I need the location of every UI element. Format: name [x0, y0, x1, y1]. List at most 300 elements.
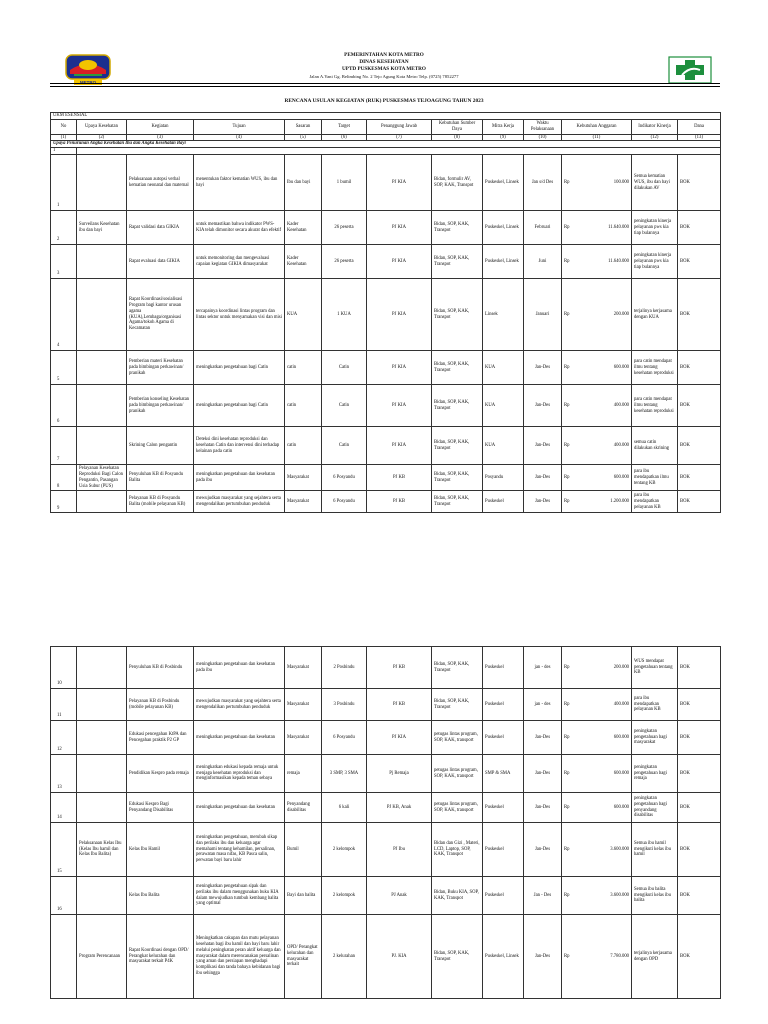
mitra-cell: Puskeskel, Linsek: [483, 155, 524, 211]
waktu-cell: Jan-Des: [524, 465, 562, 491]
target-cell: Catin: [322, 351, 367, 385]
tujuan-cell: tercapainya koordinasi lintas program dan lintas sektor untuk menyamakan visi dan misi: [194, 279, 285, 351]
pj-cell: PJ KIA: [367, 721, 432, 755]
row-number: 7: [51, 427, 77, 465]
kegiatan-cell: Penyuluhan KB di Posbindu: [127, 647, 194, 689]
column-header: No: [51, 120, 77, 135]
target-cell: 6 Posyandu: [322, 721, 367, 755]
kegiatan-cell: Pelayanan KB di Posyandu Balita (mobile pelayanan KB): [127, 491, 194, 513]
anggaran-cell: [562, 211, 632, 245]
dana-cell: BOK: [678, 689, 721, 721]
column-number: (6): [322, 134, 367, 141]
waktu-cell: jan - des: [524, 647, 562, 689]
waktu-cell: Jan-Des: [524, 755, 562, 793]
sumber-daya-cell: petugas lintas program, SOP, KAK, transport: [432, 721, 483, 755]
waktu-cell: Jan-Des: [524, 823, 562, 877]
column-number: (9): [483, 134, 524, 141]
target-cell: 2 kelompok: [322, 823, 367, 877]
column-number: (12): [632, 134, 678, 141]
waktu-cell: Jan-Des: [524, 915, 562, 999]
indikator-cell: WUS mendapat pengetahuan tentang KB: [632, 647, 678, 689]
pj-cell: PJ KB: [367, 689, 432, 721]
upaya-cell: [77, 155, 127, 211]
column-number: (10): [524, 134, 562, 141]
currency-label: Rp: [564, 402, 570, 408]
row-number: 15: [51, 823, 77, 877]
sasaran-cell: Masyarakat: [285, 491, 322, 513]
row-number: 14: [51, 793, 77, 823]
sumber-daya-cell: Bidan, SOP, KAK, Transpot: [432, 245, 483, 279]
table-row: [51, 279, 721, 351]
table-row: [51, 823, 721, 877]
kegiatan-cell: Rapat evaluasi data GIKIA: [127, 245, 194, 279]
table-row: [51, 427, 721, 465]
target-cell: Catin: [322, 385, 367, 427]
indikator-cell: semua catin dilakukan skrining: [632, 427, 678, 465]
tujuan-cell: mewujudkan masyarakat yang sejahtera serta mengendalikan pertumbuhan penduduk: [194, 689, 285, 721]
tujuan-cell: meningkatkan pengetahuan dan kesehatan: [194, 721, 285, 755]
document-title: RENCANA USULAN KEGIATAN (RUK) PUSKESMAS TEJOAGUNG TAHUN 2023: [284, 98, 484, 104]
header-address: Jalan A.Yani Gg. Belimbing No. 2 Tejo Agung Kota Metro Telp. (0725) 7852277: [309, 74, 459, 79]
table-row: [51, 647, 721, 689]
sasaran-cell: Masyarakat: [285, 689, 322, 721]
mitra-cell: Puskeskel: [483, 647, 524, 689]
kegiatan-cell: Pelayanan KB di Posbindu (mobile pelayanan KB): [127, 689, 194, 721]
upaya-cell: [77, 689, 127, 721]
anggaran-value: 1.200.000: [610, 498, 629, 504]
pj-cell: Pj Remaja: [367, 755, 432, 793]
waktu-cell: jan - des: [524, 689, 562, 721]
header-line-3: UPTD PUSKESMAS KOTA METRO: [342, 66, 426, 72]
indikator-cell: terjalinya kerjasama dengan OPD: [632, 915, 678, 999]
column-header: Kegiatan: [127, 120, 194, 135]
waktu-cell: Januari: [524, 279, 562, 351]
anggaran-value: 600.000: [613, 804, 629, 810]
sumber-daya-cell: Bidan, SOP, KAK, Transpot: [432, 915, 483, 999]
currency-label: Rp: [564, 701, 570, 707]
anggaran-cell: [562, 755, 632, 793]
mitra-cell: Puskeskel: [483, 689, 524, 721]
table-header-row: [51, 120, 721, 135]
sasaran-cell: Penyandang disabilitas: [285, 793, 322, 823]
pj-cell: PJ KIA: [367, 155, 432, 211]
pj-cell: PJ KB: [367, 491, 432, 513]
upaya-cell: [77, 793, 127, 823]
mitra-cell: Puskeskel: [483, 793, 524, 823]
pj-cell: PJ KB: [367, 647, 432, 689]
kegiatan-cell: Rapat Koordinasi dengan OPD/ Perangkat kelurahan dan masyarakat terkait P4K: [127, 915, 194, 999]
sasaran-cell: Masyarakat: [285, 647, 322, 689]
column-number: (1): [51, 134, 77, 141]
sumber-daya-cell: Bidan dan Gizi , Materi, LCD, Laptop, SOP, KAK, Transpot: [432, 823, 483, 877]
anggaran-cell: [562, 721, 632, 755]
header-line-2: DINAS KESEHATAN: [359, 59, 409, 65]
tujuan-cell: meningkatkan edukasi kepada remaja untuk menjaga kesehatan reproduksi dan menginformasikan kepada teman sebaya: [194, 755, 285, 793]
anggaran-cell: [562, 279, 632, 351]
column-number: (13): [678, 134, 721, 141]
anggaran-value: 400.000: [613, 442, 629, 448]
column-header: Mitra Kerja: [483, 120, 524, 135]
column-number: (7): [367, 134, 432, 141]
row-number: 12: [51, 721, 77, 755]
pj-cell: PJ KIA: [367, 245, 432, 279]
tujuan-cell: meningkatkan pengetahuan bagi Catin: [194, 385, 285, 427]
anggaran-cell: [562, 155, 632, 211]
subsection-label: Upaya Penurunan Angka Kesehatan Ibu dan Angka Kesehatan Bayi: [51, 141, 721, 148]
dana-cell: BOK: [678, 427, 721, 465]
row-number: 8: [51, 465, 77, 491]
anggaran-value: 600.000: [613, 734, 629, 740]
indikator-cell: peningkatan pengetahuan bagi masyarakat: [632, 721, 678, 755]
column-header: Dana: [678, 120, 721, 135]
sasaran-cell: Bumil: [285, 823, 322, 877]
indikator-cell: peningkatan pengetahuan bagi remaja: [632, 755, 678, 793]
dana-cell: BOK: [678, 465, 721, 491]
row-number: [51, 915, 77, 999]
pj-cell: PJ Ibu: [367, 823, 432, 877]
dana-cell: BOK: [678, 823, 721, 877]
indikator-cell: para ibu mendapatkan pelayanan KB: [632, 689, 678, 721]
header-divider-thin: [50, 86, 720, 87]
upaya-cell: [77, 385, 127, 427]
currency-label: Rp: [564, 364, 570, 370]
sasaran-cell: Masyarakat: [285, 721, 322, 755]
sasaran-cell: catin: [285, 385, 322, 427]
mitra-cell: Puskeskel: [483, 491, 524, 513]
anggaran-cell: [562, 351, 632, 385]
tujuan-cell: meningkatkan pengetahuan sipak dan perilaku ibu dalam menggunakan buku KIA dalam mewujudkan tumbuh kembang balita yang optimal: [194, 877, 285, 915]
waktu-cell: Jan s/d Des: [524, 155, 562, 211]
svg-text:METRO: METRO: [79, 80, 97, 85]
row-number: 16: [51, 877, 77, 915]
dana-cell: BOK: [678, 211, 721, 245]
header-divider: [50, 83, 720, 84]
target-cell: 1 bumil: [322, 155, 367, 211]
table-row: [51, 245, 721, 279]
dana-cell: BOK: [678, 245, 721, 279]
column-number: (4): [194, 134, 285, 141]
indikator-cell: peningkatan pengetahuan bagi penyandang disabilitas: [632, 793, 678, 823]
pj-cell: PJ KB, Anak: [367, 793, 432, 823]
tujuan-cell: mewujudkan masyarakat yang sejahtera serta mengendalikan pertumbuhan penduduk: [194, 491, 285, 513]
indikator-cell: para catin mendapat ilmu tentang kesehatan reproduksi: [632, 385, 678, 427]
upaya-cell: Surveilans Kesehatan ibu dan bayi: [77, 211, 127, 245]
waktu-cell: Juni: [524, 245, 562, 279]
currency-label: Rp: [564, 804, 570, 810]
sasaran-cell: remaja: [285, 755, 322, 793]
currency-label: Rp: [564, 311, 570, 317]
target-cell: 26 peserta: [322, 245, 367, 279]
sasaran-cell: Kader Kesehatan: [285, 245, 322, 279]
mitra-cell: Puskeskel, Linsek: [483, 245, 524, 279]
upaya-cell: [77, 427, 127, 465]
currency-label: Rp: [564, 224, 570, 230]
sumber-daya-cell: Bidan, SOP, KAK, Transpot: [432, 689, 483, 721]
kegiatan-cell: Kelas Ibu Balita: [127, 877, 194, 915]
indikator-cell: Semua ibu balita mengikuti kelas ibu balita: [632, 877, 678, 915]
target-cell: 2 kelompok: [322, 877, 367, 915]
anggaran-value: 200.000: [613, 664, 629, 670]
tujuan-cell: meningkatkan pengetahuan dan kesehatan pada ibu: [194, 647, 285, 689]
mitra-cell: Puskeskel, Linsek: [483, 211, 524, 245]
target-cell: 1 KUA: [322, 279, 367, 351]
kegiatan-cell: Edukasi pencegahan KtPA dan Pencegahan praktik P2 GP: [127, 721, 194, 755]
indikator-cell: peningkatan kinerja pelayanan pws kia tiap bulannya: [632, 211, 678, 245]
pj-cell: PJ KIA: [367, 351, 432, 385]
indikator-cell: para ibu mendapatkan ilmu tentang KB: [632, 465, 678, 491]
dana-cell: BOK: [678, 721, 721, 755]
row-number: 10: [51, 647, 77, 689]
row-number: 1: [51, 155, 77, 211]
currency-label: Rp: [564, 258, 570, 264]
indikator-cell: para catin mendapat ilmu tentang kesehatan reproduksi: [632, 351, 678, 385]
dana-cell: BOK: [678, 385, 721, 427]
indikator-cell: para ibu mendapatkan pelayanan KB: [632, 491, 678, 513]
anggaran-value: 100.000: [613, 179, 629, 185]
sasaran-cell: Masyarakat: [285, 465, 322, 491]
pj-cell: PJ KIA: [367, 211, 432, 245]
waktu-cell: Jan - Des: [524, 877, 562, 915]
sasaran-cell: OPD/ Perangkat kelurahan dan masyarakat terkait: [285, 915, 322, 999]
kegiatan-cell: Pelaksanaan autopsi verbal kematian neonatal dan maternal: [127, 155, 194, 211]
dana-cell: BOK: [678, 279, 721, 351]
sumber-daya-cell: petugas lintas program, SOP, KAK, transport: [432, 793, 483, 823]
anggaran-value: 200.000: [613, 311, 629, 317]
indikator-cell: terjalinya kerjasama dengan KUA: [632, 279, 678, 351]
waktu-cell: Jan-Des: [524, 385, 562, 427]
sasaran-cell: Bayi dan balita: [285, 877, 322, 915]
upaya-cell: Pelayanan Kesehatan Reproduksi Bagi Calon Pengantin, Pasangan Usia Subur (PUS): [77, 465, 127, 491]
sumber-daya-cell: Bidan, formulir AV, SOP, KAK, Transpot: [432, 155, 483, 211]
target-cell: 3 Posbindu: [322, 689, 367, 721]
waktu-cell: Jan-Des: [524, 427, 562, 465]
column-number: (2): [77, 134, 127, 141]
dana-cell: BOK: [678, 877, 721, 915]
tujuan-cell: meningkatkan pengetahuan dan kesehatan pada ibu: [194, 465, 285, 491]
table-row: [51, 793, 721, 823]
currency-label: Rp: [564, 734, 570, 740]
anggaran-cell: [562, 793, 632, 823]
ruk-table-top: [50, 112, 721, 513]
column-header: Target: [322, 120, 367, 135]
indikator-cell: Semua ibu hamil mengikuti kelas ibu hamil: [632, 823, 678, 877]
kegiatan-cell: Edukasi Kespro Bagi Penyandang Disabilitas: [127, 793, 194, 823]
waktu-cell: Jan-Des: [524, 793, 562, 823]
mitra-cell: KUA: [483, 351, 524, 385]
row-number: 5: [51, 351, 77, 385]
sasaran-cell: Kader Kesehatan: [285, 211, 322, 245]
target-cell: 6 kali: [322, 793, 367, 823]
row-number: 2: [51, 211, 77, 245]
row-number: 4: [51, 279, 77, 351]
anggaran-value: 7.780.000: [610, 953, 629, 959]
sumber-daya-cell: Bidan, SOP, KAK, Transpot: [432, 647, 483, 689]
waktu-cell: Jan-Des: [524, 351, 562, 385]
pj-cell: PJ. KIA: [367, 915, 432, 999]
anggaran-value: 3.600.000: [610, 892, 629, 898]
table-row: [51, 465, 721, 491]
kegiatan-cell: Pemberian konseling Kesehatan pada bimbingan perkawinan/ pranikah: [127, 385, 194, 427]
sumber-daya-cell: Bidan, SOP, KAK, Transpot: [432, 385, 483, 427]
currency-label: Rp: [564, 498, 570, 504]
target-cell: 2 Posbindu: [322, 647, 367, 689]
mitra-cell: Posyandu: [483, 465, 524, 491]
indikator-cell: peningkatan kinerja pelayanan pws kia tiap bulannya: [632, 245, 678, 279]
row-number: 6: [51, 385, 77, 427]
sasaran-cell: KUA: [285, 279, 322, 351]
pj-cell: PJ KB: [367, 465, 432, 491]
column-header: Waktu Pelaksanaan: [524, 120, 562, 135]
anggaran-value: 600.000: [613, 770, 629, 776]
dana-cell: BOK: [678, 351, 721, 385]
target-cell: 2 kelurahan: [322, 915, 367, 999]
subsection-number: 1: [51, 148, 77, 155]
sumber-daya-cell: Bidan, SOP, KAK, Transpot: [432, 211, 483, 245]
column-header: Sasaran: [285, 120, 322, 135]
tujuan-cell: meningkatkan pengetahuan dan kesehatan: [194, 793, 285, 823]
kegiatan-cell: Pemberian materi Kesehatan pada bimbingan perkawinan/ pranikah: [127, 351, 194, 385]
dana-cell: BOK: [678, 915, 721, 999]
indikator-cell: Semua kematian WUS, ibu dan bayi dilakukan AV: [632, 155, 678, 211]
table-row: [51, 755, 721, 793]
tujuan-cell: meningkatkan pengetahuan bagi Catin: [194, 351, 285, 385]
anggaran-value: 11.640.000: [608, 258, 629, 264]
upaya-cell: [77, 491, 127, 513]
currency-label: Rp: [564, 770, 570, 776]
dana-cell: BOK: [678, 793, 721, 823]
column-header: Kebutuhan Anggaran: [562, 120, 632, 135]
table-row: [51, 351, 721, 385]
tujuan-cell: Deteksi dini kesehatan reproduksi dan kesehatan Catin dan intervensi dini terhadap kelainan pada catin: [194, 427, 285, 465]
target-cell: 6 Posyandu: [322, 491, 367, 513]
column-header: Penanggung Jawab: [367, 120, 432, 135]
currency-label: Rp: [564, 664, 570, 670]
tujuan-cell: untuk memastikan bahwa indikator PWS-KIA telah dimonitor secara akurat dan efektif: [194, 211, 285, 245]
anggaran-cell: [562, 385, 632, 427]
column-header: Indikator Kinerja: [632, 120, 678, 135]
mitra-cell: Puskeskel, Linsek: [483, 915, 524, 999]
sasaran-cell: catin: [285, 427, 322, 465]
kegiatan-cell: Rapat validasi data GIKIA: [127, 211, 194, 245]
kegiatan-cell: Kelas Ibu Hamil: [127, 823, 194, 877]
upaya-cell: [77, 647, 127, 689]
anggaran-cell: [562, 915, 632, 999]
currency-label: Rp: [564, 179, 570, 185]
anggaran-cell: [562, 491, 632, 513]
waktu-cell: Jan-Des: [524, 721, 562, 755]
upaya-cell: [77, 755, 127, 793]
currency-label: Rp: [564, 953, 570, 959]
anggaran-cell: [562, 877, 632, 915]
column-header: Tujuan: [194, 120, 285, 135]
target-cell: 6 Posyandu: [322, 465, 367, 491]
mitra-cell: KUA: [483, 385, 524, 427]
anggaran-cell: [562, 823, 632, 877]
tujuan-cell: untuk memonitoring dan mengevaluasi capaian kegiatan GIKIA dimasyarakat: [194, 245, 285, 279]
mitra-cell: Puskeskel: [483, 823, 524, 877]
kegiatan-cell: Skrining Calon pengantin: [127, 427, 194, 465]
row-number: 3: [51, 245, 77, 279]
anggaran-cell: [562, 689, 632, 721]
upaya-cell: [77, 721, 127, 755]
column-number: (5): [285, 134, 322, 141]
anggaran-value: 600.000: [613, 474, 629, 480]
column-header: Upaya Kesehatan: [77, 120, 127, 135]
anggaran-value: 11.640.000: [608, 224, 629, 230]
table-row: [51, 155, 721, 211]
table-row: [51, 491, 721, 513]
anggaran-cell: [562, 647, 632, 689]
kegiatan-cell: Rapat Koordinasi/sosialisasi Program bagi kantor urusan agama (KUA),Lembaga/organisasi Agama/tokoh Agama di Kecamatan: [127, 279, 194, 351]
pj-cell: PJ KIA: [367, 279, 432, 351]
tujuan-cell: meningkatkan pengetahuan, merubah sikap dan perilaku ibu dan keluarga agar memahami tentang kehamilan, persalinan, perawatan masa nifas, KB Pasca salin, perwatan bayi baru lahir: [194, 823, 285, 877]
sumber-daya-cell: Bidan, SOP, KAK, Transpot: [432, 351, 483, 385]
waktu-cell: Februari: [524, 211, 562, 245]
column-number: (11): [562, 134, 632, 141]
dana-cell: BOK: [678, 647, 721, 689]
pj-cell: PJ Anak: [367, 877, 432, 915]
anggaran-value: 400.000: [613, 701, 629, 707]
upaya-cell: [77, 279, 127, 351]
kegiatan-cell: Penyuluhan KB di Posyandu Balita: [127, 465, 194, 491]
ruk-table-bottom: [50, 646, 721, 999]
sasaran-cell: Ibu dan bayi: [285, 155, 322, 211]
mitra-cell: KUA: [483, 427, 524, 465]
section-label: UKM ESENSIAL: [51, 113, 721, 120]
tujuan-cell: Meningkatkan cakupan dan mutu pelayanan kesehatan bagi ibu hamil dan bayi baru lahir melalui peningkatan peran aktif keluarga dan masyarakat dalam merencanakan persalinan yang aman dan persiapan menghadapi komplikasi dan tanda bahaya kebidanan bagi ibu sehingga: [194, 915, 285, 999]
anggaran-value: 3.600.000: [610, 846, 629, 852]
currency-label: Rp: [564, 846, 570, 852]
table-row: [51, 721, 721, 755]
currency-label: Rp: [564, 442, 570, 448]
column-number: (8): [432, 134, 483, 141]
sumber-daya-cell: Bidan, SOP, KAK, Transpot: [432, 465, 483, 491]
sumber-daya-cell: Bidan, SOP, KAK, Transpot: [432, 491, 483, 513]
mitra-cell: SMP & SMA: [483, 755, 524, 793]
upaya-cell: [77, 877, 127, 915]
anggaran-value: 400.000: [613, 402, 629, 408]
table-row: [51, 211, 721, 245]
pj-cell: PJ KIA: [367, 385, 432, 427]
column-number: (3): [127, 134, 194, 141]
sumber-daya-cell: Bidan, SOP, KAK, Transpot: [432, 427, 483, 465]
table-row: [51, 385, 721, 427]
sumber-daya-cell: Bidan, Buku KIA, SOP, KAK, Transpot: [432, 877, 483, 915]
anggaran-cell: [562, 427, 632, 465]
sasaran-cell: catin: [285, 351, 322, 385]
column-header: Kebutuhan Sumber Daya: [432, 120, 483, 135]
anggaran-cell: [562, 245, 632, 279]
currency-label: Rp: [564, 474, 570, 480]
column-number-row: [51, 134, 721, 141]
waktu-cell: Jan-Des: [524, 491, 562, 513]
target-cell: Catin: [322, 427, 367, 465]
upaya-cell: Pelaksanaan Kelas Ibu (Kelas Ibu hamil dan Kelas Ibu Balita): [77, 823, 127, 877]
sumber-daya-cell: petugas lintas program, SOP, KAK, transport: [432, 755, 483, 793]
row-number: 13: [51, 755, 77, 793]
mitra-cell: Puskeskel: [483, 877, 524, 915]
table-row: [51, 689, 721, 721]
dana-cell: BOK: [678, 491, 721, 513]
currency-label: Rp: [564, 892, 570, 898]
upaya-cell: [77, 245, 127, 279]
dana-cell: BOK: [678, 755, 721, 793]
row-number: 9: [51, 491, 77, 513]
header-line-1: PEMERINTAHAN KOTA METRO: [344, 52, 424, 58]
anggaran-cell: [562, 465, 632, 491]
upaya-cell: [77, 351, 127, 385]
target-cell: 26 peserta: [322, 211, 367, 245]
